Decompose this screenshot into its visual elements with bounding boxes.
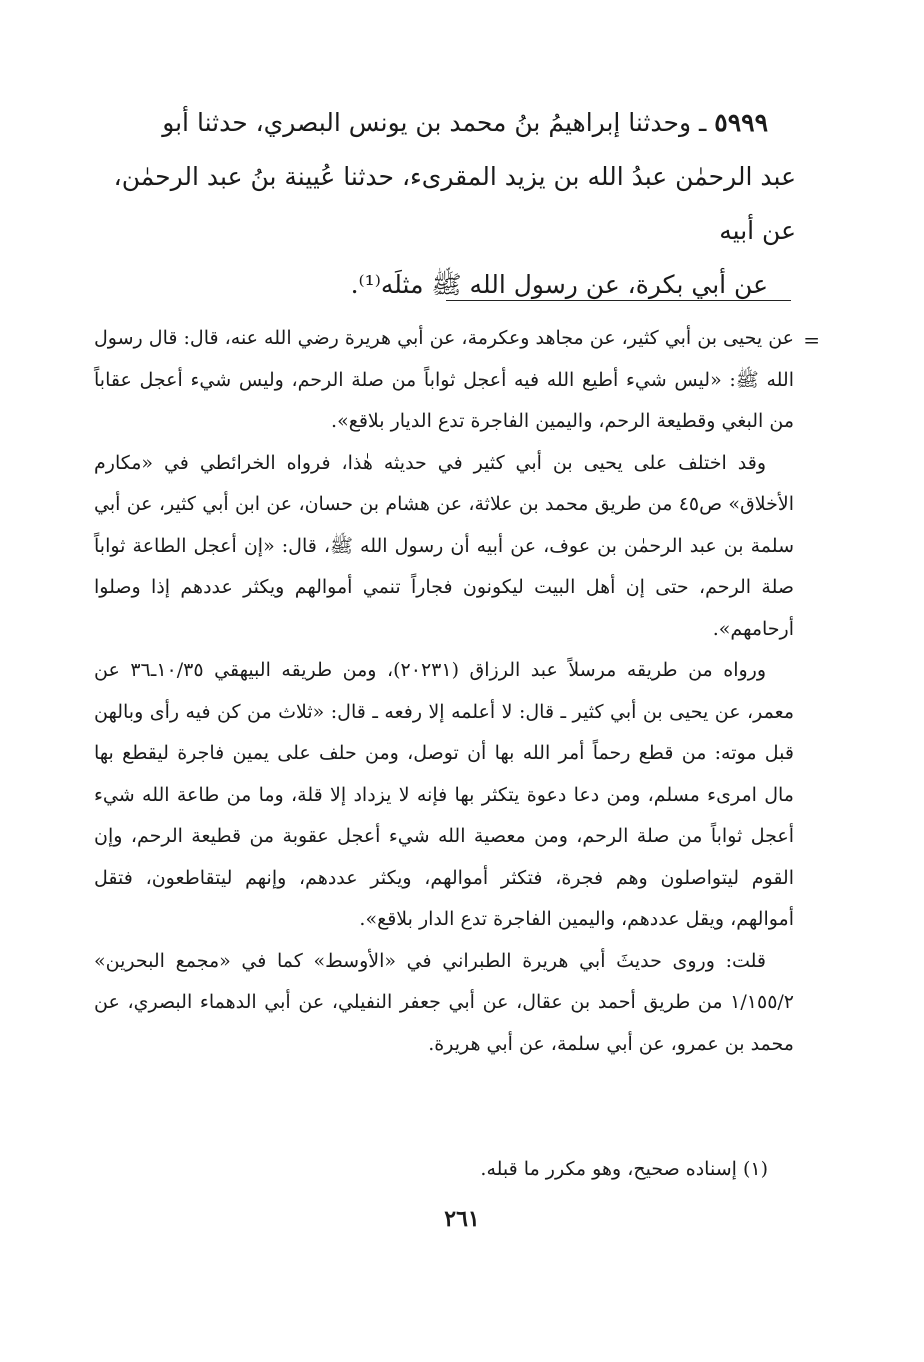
hadith-line-4: عن أبي بكرة، عن رسول الله ﷺ مثلَه⁽¹⁾. xyxy=(350,270,768,299)
hadith-line-2: عبد الرحمٰن عبدُ الله بن يزيد المقرىء، حدثنا عُيينة بنُ عبد الرحمٰن، xyxy=(113,162,796,191)
footnote-separator xyxy=(446,300,791,301)
commentary-notes xyxy=(94,318,820,1065)
page-number: ٢٦١ xyxy=(444,1206,480,1232)
hadith-line-1 xyxy=(100,96,796,150)
hadith-number: ٥٩٩٩ xyxy=(714,108,768,137)
note-paragraph-1: عن يحيى بن أبي كثير، عن مجاهد وعكرمة، عن أبي هريرة رضي الله عنه، قال: قال رسول الله ﷺ: «ليس شيء أطيع الله فيه أعجل ثواباً من صلة الرحم، وليس شيء أعجل عقاباً من البغي وقطيعة الرحم، واليمين الفاجرة تدع الديار بلاقع». xyxy=(94,327,794,432)
footnote: (١) إسناده صحيح، وهو مكرر ما قبله. xyxy=(480,1158,768,1180)
hadith-line-1-text: ـ وحدثنا إبراهيمُ بنُ محمد بن يونس البصري، حدثنا أبو xyxy=(162,108,707,137)
note-paragraph-2: وقد اختلف على يحيى بن أبي كثير في حديثه هٰذا، فرواه الخرائطي في «مكارم الأخلاق» ص٤٥ من طريق محمد بن علاثة، عن هشام بن حسان، عن ابن أبي كثير، عن أبي سلمة بن عبد الرحمٰن بن عوف، عن أبيه أن رسول الله ﷺ، قال: «إن أعجل الطاعة ثواباً صلة الرحم، حتى إن أهل البيت ليكونون فجاراً تنمي أموالهم ويكثر عددهم إذا وصلوا أرحامهم». xyxy=(94,451,794,640)
main-text xyxy=(100,96,796,312)
note-paragraph-3: ورواه من طريقه مرسلاً عبد الرزاق (٢٠٢٣١)، ومن طريقه البيهقي ١٠/٣٥ـ٣٦ عن معمر، عن يحيى بن أبي كثير ـ قال: لا أعلمه إلا رفعه ـ قال: «ثلاث من كن فيه رأى وبالهن قبل موته: من قطع رحماً أمر الله بها أن توصل، ومن حلف على يمين فاجرة ليقطع بها مال امرىء مسلم، ومن دعا دعوة يتكثر بها فإنه لا يزداد إلا قلة، وما من طاعة الله شيء أعجل ثواباً من صلة الرحم، ومن معصية الله شيء أعجل عقوبة من قطيعة الرحم، وإن القوم ليتواصلون وهم فجرة، فتكثر أموالهم، ويكثر عددهم، وإنهم ليتقاطعون، فتقل أموالهم، ويقل عددهم، واليمين الفاجرة تدع الدار بلاقع». xyxy=(94,659,794,930)
hadith-line-3: عن أبيه xyxy=(719,216,796,245)
continuation-mark: = xyxy=(803,328,820,352)
note-paragraph-4: قلت: وروى حديثَ أبي هريرة الطبراني في «الأوسط» كما في «مجمع البحرين» ١/١٥٥/٢ من طريق أحمد بن عقال، عن أبي جعفر النفيلي، عن أبي الدهماء البصري، عن محمد بن عمرو، عن أبي سلمة، عن أبي هريرة. xyxy=(94,949,794,1055)
